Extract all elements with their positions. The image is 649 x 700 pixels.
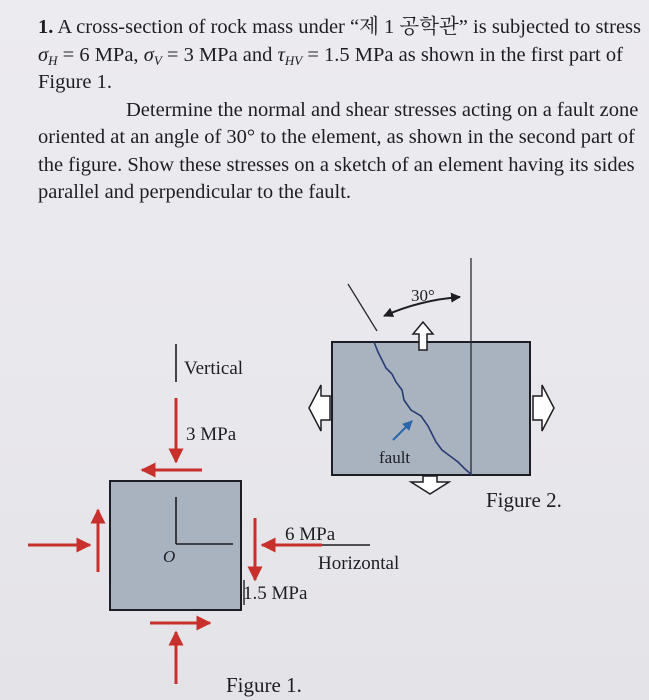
fig2-angle-label: 30° xyxy=(411,286,435,305)
sigma-v-subscript: V xyxy=(153,52,162,68)
fig2-fault-label: fault xyxy=(379,448,411,467)
figure-2 xyxy=(309,258,562,512)
fig1-shear-label: 1.5 MPa xyxy=(243,583,308,604)
problem-paragraph-2: Determine the normal and shear stresses acting on a fault zone oriented at an angle of 30° to the element, as shown in the second part of the figure. Show these stresses on a sketch of an element having its sides parallel and perpendicular to the fault. xyxy=(38,98,639,203)
sigma-v-value: = 3 MPa and xyxy=(161,43,278,66)
fig1-horizontal-label: Horizontal xyxy=(318,553,400,574)
sigma-h-symbol: σ xyxy=(38,43,49,66)
fig2-caption: Figure 2. xyxy=(486,488,562,512)
fig2-rock-block xyxy=(332,342,530,475)
fig1-vertical-label: Vertical xyxy=(184,358,244,379)
fig2-right-arrow-icon xyxy=(533,385,554,431)
fig1-h-stress-label: 6 MPa xyxy=(285,524,336,545)
problem-intro-text: A cross-section of rock mass under “제 1 공학관” is subjected to stress xyxy=(57,16,641,38)
fig2-bottom-arrow-icon xyxy=(411,476,449,494)
fig1-caption: Figure 1. xyxy=(226,673,302,697)
fig2-fault-direction-line xyxy=(348,284,377,331)
sigma-h-subscript: H xyxy=(48,52,58,68)
fig2-left-arrow-icon xyxy=(309,385,330,431)
tau-symbol: τ xyxy=(277,43,285,66)
fig1-v-stress-label: 3 MPa xyxy=(186,424,237,445)
sigma-h-value: = 6 MPa, xyxy=(57,43,144,66)
tau-value: = 1.5 MPa as shown in the first part of Figure 1. xyxy=(38,43,623,93)
fig1-origin-label: O xyxy=(163,547,176,566)
tau-subscript: HV xyxy=(284,52,303,68)
sigma-v-symbol: σ xyxy=(143,43,154,66)
problem-number: 1. xyxy=(38,16,54,38)
